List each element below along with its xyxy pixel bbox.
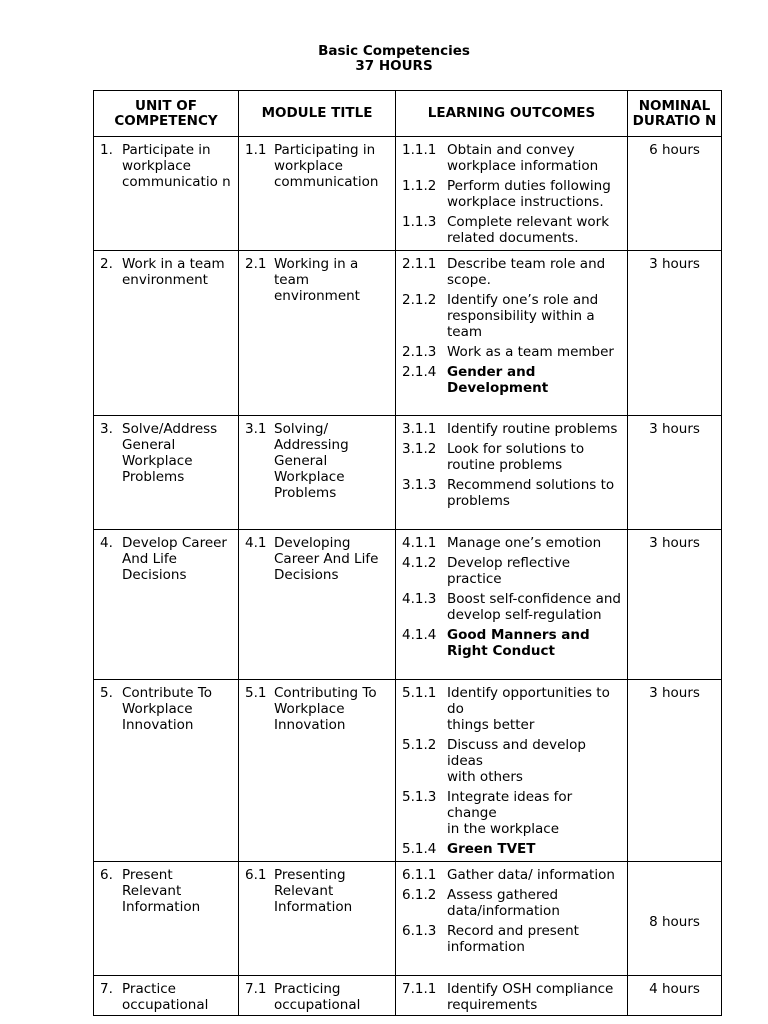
outcome-text: Complete relevant work related documents. <box>447 214 610 246</box>
header-learning-outcomes: LEARNING OUTCOMES <box>396 91 628 137</box>
duration-cell <box>628 416 722 530</box>
learning-outcome <box>402 867 624 883</box>
learning-outcome <box>402 555 624 587</box>
table-row <box>94 530 722 680</box>
learning-outcome <box>402 344 624 360</box>
outcome-text: Boost self-confidence and develop self-regulation <box>447 591 621 623</box>
learning-outcome <box>402 591 624 623</box>
outcome-text: Look for solutions to routine problems <box>447 441 585 473</box>
unit-number: 3. <box>100 421 113 437</box>
module-number: 3.1 <box>245 421 267 437</box>
outcome-text: Identify one’s role and responsibility within a team <box>447 292 599 340</box>
table-row <box>94 137 722 251</box>
outcome-number: 3.1.3 <box>402 477 437 493</box>
outcome-number: 4.1.3 <box>402 591 437 607</box>
learning-outcome <box>402 292 624 340</box>
outcome-text: requirements <box>447 997 538 1013</box>
learning-outcome <box>402 178 624 210</box>
learning-outcome <box>402 841 624 857</box>
table-row <box>94 976 722 1016</box>
learning-outcome <box>402 789 624 821</box>
duration-cell <box>628 976 722 1016</box>
duration-value: 4 hours <box>649 981 700 997</box>
module-cell <box>239 251 396 416</box>
outcomes-cell <box>396 976 628 1016</box>
learning-outcome <box>402 142 624 174</box>
table-row <box>94 862 722 976</box>
outcomes-cell <box>396 416 628 530</box>
learning-outcome <box>402 627 624 659</box>
table-row <box>94 251 722 416</box>
unit-number: 7. <box>100 981 113 997</box>
unit-number: 2. <box>100 256 113 272</box>
unit-title: Present Relevant Information <box>122 867 201 915</box>
learning-outcome-continuation <box>402 717 624 733</box>
outcomes-cell <box>396 862 628 976</box>
duration-cell <box>628 862 722 976</box>
outcome-number: 2.1.1 <box>402 256 437 272</box>
document-title: Basic Competencies <box>318 43 470 59</box>
outcome-number: 4.1.2 <box>402 555 437 571</box>
outcome-text: Identify OSH compliance <box>447 981 614 997</box>
duration-value: 3 hours <box>649 256 700 272</box>
document-hours: 37 HOURS <box>355 58 433 74</box>
module-title: Contributing To Workplace Innovation <box>274 685 377 733</box>
outcome-number: 2.1.2 <box>402 292 437 308</box>
module-number: 4.1 <box>245 535 267 551</box>
learning-outcome <box>402 441 624 473</box>
outcomes-cell <box>396 530 628 680</box>
module-cell <box>239 530 396 680</box>
outcome-number: 2.1.4 <box>402 364 437 380</box>
module-cell <box>239 137 396 251</box>
outcome-text: Assess gathered data/information <box>447 887 560 919</box>
duration-value: 3 hours <box>649 535 700 551</box>
unit-title: Solve/Address General Workplace Problems <box>122 421 218 485</box>
outcome-number: 7.1.1 <box>402 981 437 997</box>
unit-title: Practice occupational <box>122 981 209 1013</box>
module-title: Presenting Relevant Information <box>274 867 353 915</box>
unit-cell <box>94 680 239 862</box>
outcome-text: Gather data/ information <box>447 867 615 883</box>
module-number: 5.1 <box>245 685 267 701</box>
outcome-text: Perform duties following workplace instructions. <box>447 178 611 210</box>
module-number: 7.1 <box>245 981 267 997</box>
duration-value: 6 hours <box>649 142 700 158</box>
learning-outcome <box>402 364 624 396</box>
module-number: 1.1 <box>245 142 267 158</box>
outcomes-cell <box>396 251 628 416</box>
module-number: 2.1 <box>245 256 267 272</box>
outcome-text: Integrate ideas for change <box>447 789 573 821</box>
outcome-text: with others <box>447 769 523 785</box>
duration-cell <box>628 137 722 251</box>
outcome-number: 1.1.2 <box>402 178 437 194</box>
unit-cell <box>94 416 239 530</box>
header-nominal-duration: NOMINAL DURATIO N <box>628 91 722 137</box>
outcome-number: 6.1.3 <box>402 923 437 939</box>
learning-outcome <box>402 477 624 509</box>
learning-outcome <box>402 685 624 717</box>
module-title: Participating in workplace communication <box>274 142 379 190</box>
duration-value: 8 hours <box>649 914 700 930</box>
outcome-text: Identify routine problems <box>447 421 618 437</box>
outcome-text: Describe team role and scope. <box>447 256 606 288</box>
outcome-text: Green TVET <box>447 841 536 857</box>
duration-value: 3 hours <box>649 421 700 437</box>
module-cell <box>239 680 396 862</box>
unit-title: Develop Career And Life Decisions <box>122 535 227 583</box>
outcome-number: 1.1.1 <box>402 142 437 158</box>
outcome-number: 5.1.1 <box>402 685 437 701</box>
learning-outcome <box>402 887 624 919</box>
learning-outcome-continuation <box>402 997 624 1013</box>
outcome-number: 4.1.1 <box>402 535 437 551</box>
outcome-number: 2.1.3 <box>402 344 437 360</box>
module-cell <box>239 862 396 976</box>
learning-outcome-continuation <box>402 821 624 837</box>
outcome-text: Discuss and develop ideas <box>447 737 586 769</box>
unit-cell <box>94 530 239 680</box>
outcome-number: 6.1.1 <box>402 867 437 883</box>
unit-title: Participate in workplace communicatio n <box>122 142 231 190</box>
unit-title: Contribute To Workplace Innovation <box>122 685 213 733</box>
module-title: Solving/ Addressing General Workplace Problems <box>274 421 349 501</box>
unit-cell <box>94 251 239 416</box>
learning-outcome-continuation <box>402 769 624 785</box>
outcome-number: 1.1.3 <box>402 214 437 230</box>
module-title: Developing Career And Life Decisions <box>274 535 379 583</box>
module-cell <box>239 976 396 1016</box>
learning-outcome <box>402 214 624 246</box>
duration-cell <box>628 530 722 680</box>
unit-number: 1. <box>100 142 113 158</box>
learning-outcome <box>402 421 624 437</box>
outcome-text: Manage one’s emotion <box>447 535 602 551</box>
outcome-number: 3.1.2 <box>402 441 437 457</box>
duration-cell <box>628 251 722 416</box>
outcome-text: Obtain and convey workplace information <box>447 142 599 174</box>
outcomes-cell <box>396 680 628 862</box>
table-header-row <box>94 91 722 137</box>
outcome-number: 5.1.4 <box>402 841 437 857</box>
outcome-text: Develop reflective practice <box>447 555 570 587</box>
duration-cell <box>628 680 722 862</box>
module-cell <box>239 416 396 530</box>
module-number: 6.1 <box>245 867 267 883</box>
module-title: Working in a team environment <box>274 256 360 304</box>
header-module-title: MODULE TITLE <box>239 91 396 137</box>
learning-outcome <box>402 535 624 551</box>
outcome-text: Identify opportunities to do <box>447 685 610 717</box>
outcomes-cell <box>396 137 628 251</box>
outcome-text: Record and present information <box>447 923 579 955</box>
outcome-text: Gender and Development <box>447 364 549 396</box>
unit-number: 4. <box>100 535 113 551</box>
outcome-text: Work as a team member <box>447 344 614 360</box>
unit-cell <box>94 976 239 1016</box>
learning-outcome <box>402 737 624 769</box>
outcome-number: 5.1.3 <box>402 789 437 805</box>
table-row <box>94 416 722 530</box>
outcome-text: things better <box>447 717 535 733</box>
table-row <box>94 680 722 862</box>
learning-outcome <box>402 256 624 288</box>
unit-title: Work in a team environment <box>122 256 225 288</box>
outcome-text: Good Manners and Right Conduct <box>447 627 590 659</box>
duration-value: 3 hours <box>649 685 700 701</box>
module-title: Practicing occupational <box>274 981 361 1013</box>
unit-cell <box>94 862 239 976</box>
header-unit-of-competency: UNIT OF COMPETENCY <box>94 91 239 137</box>
outcome-text: Recommend solutions to problems <box>447 477 615 509</box>
outcome-number: 6.1.2 <box>402 887 437 903</box>
unit-number: 5. <box>100 685 113 701</box>
outcome-text: in the workplace <box>447 821 560 837</box>
competency-table <box>93 90 722 1016</box>
unit-number: 6. <box>100 867 113 883</box>
unit-cell <box>94 137 239 251</box>
outcome-number: 4.1.4 <box>402 627 437 643</box>
outcome-number: 5.1.2 <box>402 737 437 753</box>
learning-outcome <box>402 923 624 955</box>
learning-outcome <box>402 981 624 997</box>
outcome-number: 3.1.1 <box>402 421 437 437</box>
